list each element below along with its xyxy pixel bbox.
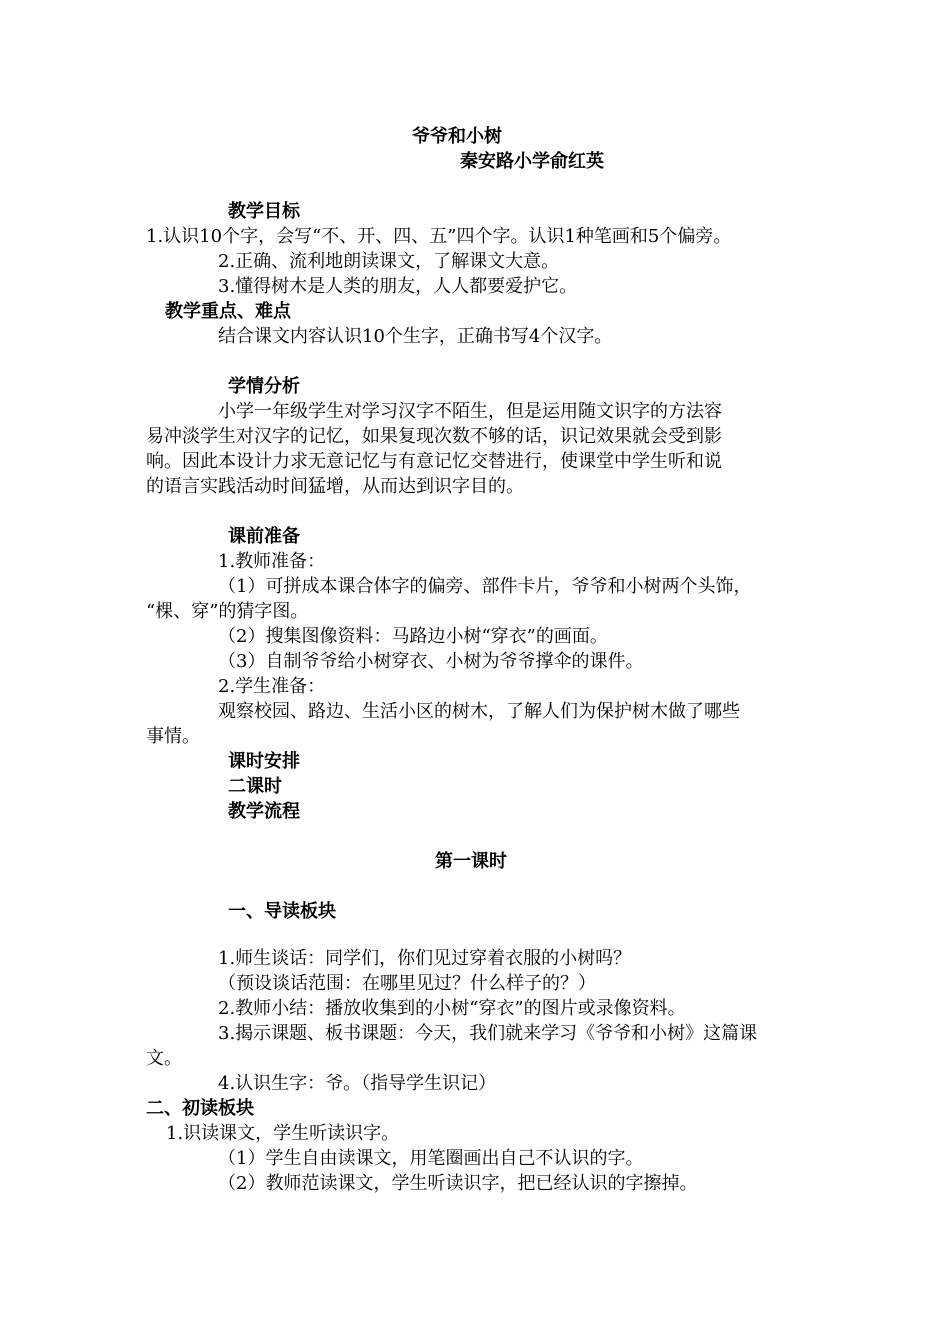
prep-item-1a: （1）可拼成本课合体字的偏旁、部件卡片，爷爷和小树两个头饰，: [218, 576, 752, 597]
section-heading-key-points: 教学重点、难点: [165, 301, 291, 322]
key-points-text: 结合课文内容认识10个生字，正确书写4个汉字。: [218, 326, 613, 347]
prep-student: 2.学生准备：: [218, 676, 326, 697]
section-heading-schedule: 课时安排: [228, 751, 300, 772]
part-2-step-1: 1.识读课文，学生听读识字。: [166, 1123, 400, 1144]
part-1-step-1-note: （预设谈话范围：在哪里见过？什么样子的？）: [218, 973, 596, 994]
part-1-step-4: 4.认识生字：爷。（指导学生识记）: [218, 1073, 497, 1094]
analysis-line-1: 小学一年级学生对学习汉字不陌生，但是运用随文识字的方法容: [218, 401, 722, 422]
part-1-step-3b: 文。: [146, 1048, 182, 1069]
section-heading-analysis: 学情分析: [228, 376, 300, 397]
objective-3: 3.懂得树木是人类的朋友，人人都要爱护它。: [218, 276, 578, 297]
part-1-step-2: 2.教师小结：播放收集到的小树“穿衣”的图片或录像资料。: [218, 998, 686, 1019]
lesson-1-heading: 第一课时: [435, 851, 507, 872]
part-1-step-3a: 3.揭示课题、板书课题：今天，我们就来学习《爷爷和小树》这篇课: [218, 1023, 758, 1044]
prep-item-3: （3）自制爷爷给小树穿衣、小树为爷爷撑伞的课件。: [218, 651, 644, 672]
section-heading-process: 教学流程: [228, 801, 300, 822]
prep-item-2: （2）搜集图像资料：马路边小树“穿衣”的画面。: [218, 626, 608, 647]
analysis-line-4: 的语言实践活动时间猛增，从而达到识字目的。: [146, 476, 524, 497]
objective-2: 2.正确、流利地朗读课文，了解课文大意。: [218, 251, 560, 272]
part-1-heading: 一、导读板块: [228, 901, 336, 922]
part-2-step-1a: （1）学生自由读课文，用笔圈画出自己不认识的字。: [218, 1148, 644, 1169]
objective-1: 1.认识10个字，会写“不、开、四、五”四个字。认识1种笔画和5个偏旁。: [146, 226, 732, 247]
section-heading-objectives: 教学目标: [228, 201, 300, 222]
part-1-step-1: 1.师生谈话：同学们，你们见过穿着衣服的小树吗？: [218, 948, 632, 969]
author-line: 秦安路小学俞红英: [460, 151, 604, 172]
prep-student-text-b: 事情。: [146, 726, 200, 747]
analysis-line-3: 响。因此本设计力求无意记忆与有意记忆交替进行，使课堂中学生听和说: [146, 451, 722, 472]
analysis-line-2: 易冲淡学生对汉字的记忆，如果复现次数不够的话，识记效果就会受到影: [146, 426, 722, 447]
prep-teacher: 1.教师准备：: [218, 551, 326, 572]
prep-student-text-a: 观察校园、路边、生活小区的树木，了解人们为保护树木做了哪些: [218, 701, 740, 722]
document-title: 爷爷和小树: [412, 126, 502, 147]
section-heading-preparation: 课前准备: [228, 526, 300, 547]
schedule-value: 二课时: [228, 776, 282, 797]
prep-item-1b: “棵、穿”的猜字图。: [146, 601, 309, 622]
part-2-step-1b: （2）教师范读课文，学生听读识字，把已经认识的字擦掉。: [218, 1173, 698, 1194]
part-2-heading: 二、初读板块: [146, 1098, 254, 1119]
